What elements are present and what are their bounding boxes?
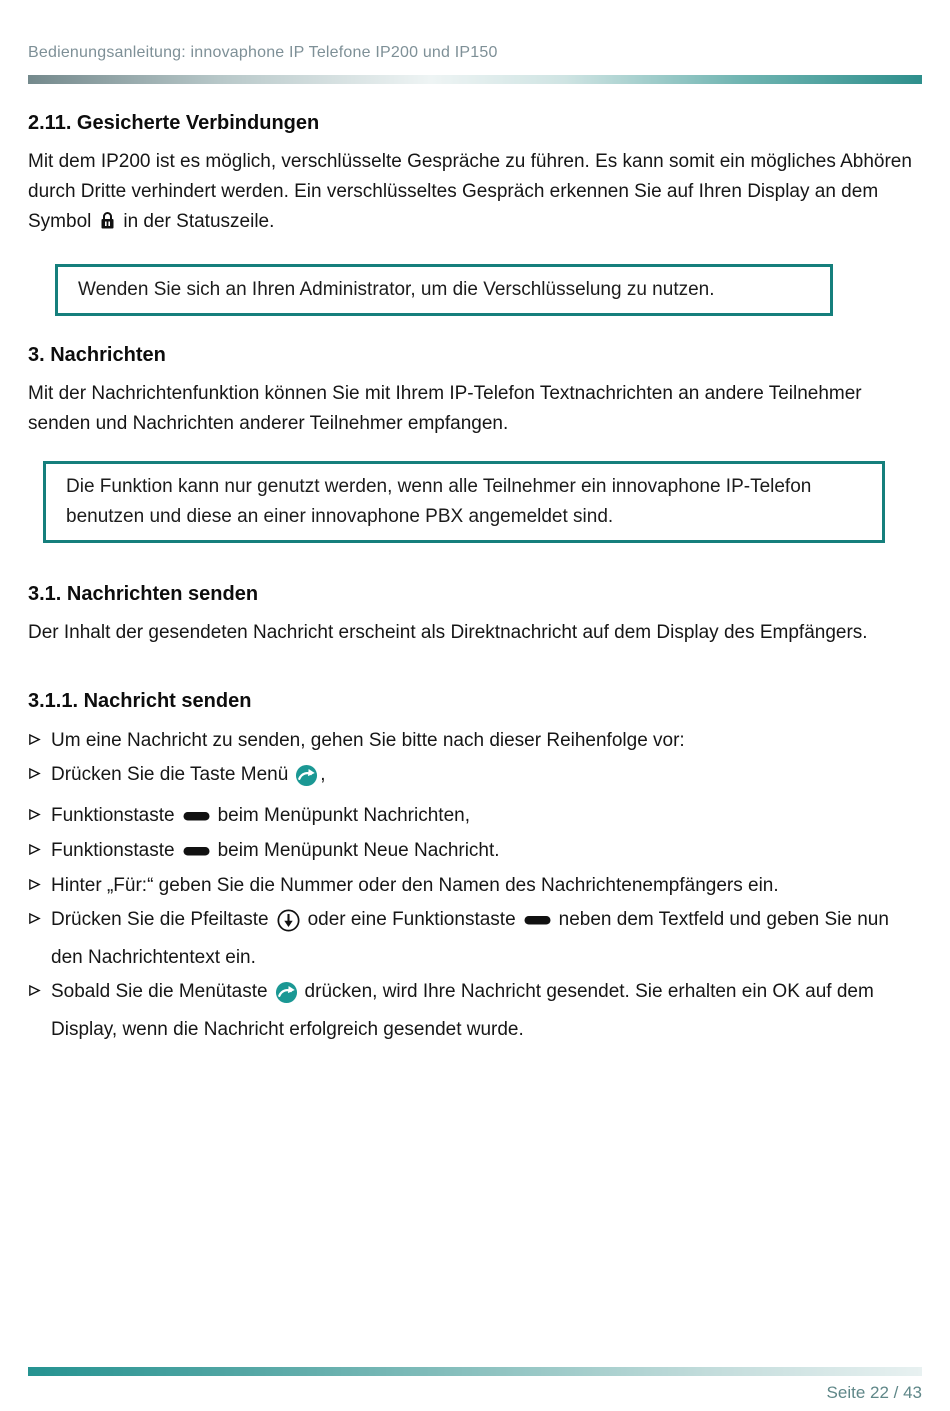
document-header <box>0 0 950 84</box>
paragraph-messages-intro: Mit der Nachrichtenfunktion können Sie mit Ihrem IP-Telefon Textnachrichten an andere Teilnehmer senden und Nachrichten anderer Teilnehmer empfangen. <box>28 383 862 434</box>
arrow-bullet-icon <box>28 976 42 1045</box>
step-text-segment: oder eine Funktionstaste <box>307 909 516 930</box>
arrow-bullet-icon <box>28 800 42 832</box>
step-text-segment: drücken, wird Ihre Nachricht gesendet. Sie erhalten ein OK auf dem Display, wenn die Nachricht erfolgreich gesendet wurde. <box>51 981 874 1040</box>
step-item-7 <box>28 976 922 1045</box>
step-text: Hinter „Für:“ geben Sie die Nummer oder den Namen des Nachrichtenempfängers ein. <box>51 875 779 896</box>
section-heading-3-1: 3.1. Nachrichten senden <box>28 583 259 605</box>
step-item-4 <box>28 835 922 867</box>
menu-key-icon <box>275 981 298 1014</box>
paragraph-send-messages: Der Inhalt der gesendeten Nachricht erscheint als Direktnachricht auf dem Display des Empfängers. <box>28 622 868 643</box>
paragraph-text: in der Statuszeile. <box>123 211 275 232</box>
step-item-1 <box>28 725 922 756</box>
step-text-segment: Funktionstaste <box>51 840 175 861</box>
function-key-icon <box>524 905 551 936</box>
page-number: Seite 22 / 43 <box>826 1383 922 1402</box>
step-text-segment: Funktionstaste <box>51 805 175 826</box>
step-text: Um eine Nachricht zu senden, gehen Sie bitte nach dieser Reihenfolge vor: <box>51 730 685 751</box>
arrow-bullet-icon <box>28 835 42 867</box>
lock-icon <box>99 210 116 240</box>
arrow-bullet-icon <box>28 870 42 901</box>
step-text <box>51 800 470 832</box>
step-text-segment: neben dem Textfeld und geben Sie nun den Nachrichtentext ein. <box>51 909 889 968</box>
footer-divider <box>28 1367 922 1376</box>
section-heading-3: 3. Nachrichten <box>28 344 166 366</box>
step-text <box>51 904 922 973</box>
paragraph-text: Mit dem IP200 ist es möglich, verschlüsselte Gespräche zu führen. Es kann somit ein mögliches Abhören durch Dritte verhindert werden. Ein verschlüsseltes Gespräch erkennen Sie auf Ihren Display an dem Symbol <box>28 151 912 232</box>
note-text: Wenden Sie sich an Ihren Administrator, um die Verschlüsselung zu nutzen. <box>78 279 715 300</box>
function-key-icon <box>183 836 210 867</box>
section-heading-3-1-1: 3.1.1. Nachricht senden <box>28 690 252 712</box>
step-text-segment: Drücken Sie die Taste Menü <box>51 764 289 785</box>
step-item-6 <box>28 904 922 973</box>
note-text: Die Funktion kann nur genutzt werden, wenn alle Teilnehmer ein innovaphone IP-Telefon benutzen und diese an einer innovaphone PBX angemeldet sind. <box>66 476 812 527</box>
step-text-segment: beim Menüpunkt Neue Nachricht. <box>217 840 500 861</box>
section-heading-2-11: 2.11. Gesicherte Verbindungen <box>28 112 320 134</box>
arrow-bullet-icon <box>28 759 42 797</box>
arrow-bullet-icon <box>28 904 42 973</box>
step-text-segment: , <box>320 764 326 785</box>
step-item-5 <box>28 870 922 901</box>
step-item-3 <box>28 800 922 832</box>
step-text-segment: beim Menüpunkt Nachrichten, <box>217 805 470 826</box>
document-header-title: Bedienungsanleitung: innovaphone IP Telefone IP200 und IP150 <box>28 44 498 61</box>
note-box-innovaphone-requirement <box>43 461 885 543</box>
header-divider <box>28 75 922 84</box>
menu-key-icon <box>295 764 318 797</box>
paragraph-secure-connections <box>28 147 922 240</box>
step-item-2 <box>28 759 922 797</box>
arrow-bullet-icon <box>28 725 42 756</box>
document-body <box>0 112 950 1045</box>
function-key-icon <box>183 801 210 832</box>
step-text-segment: Drücken Sie die Pfeiltaste <box>51 909 269 930</box>
arrow-down-key-icon <box>277 909 300 942</box>
step-text-segment: Sobald Sie die Menütaste <box>51 981 268 1002</box>
step-text <box>51 835 500 867</box>
step-text <box>51 759 326 797</box>
document-footer <box>28 1367 922 1403</box>
step-text <box>51 976 922 1045</box>
steps-list <box>28 725 922 1045</box>
note-box-administrator <box>55 264 833 316</box>
